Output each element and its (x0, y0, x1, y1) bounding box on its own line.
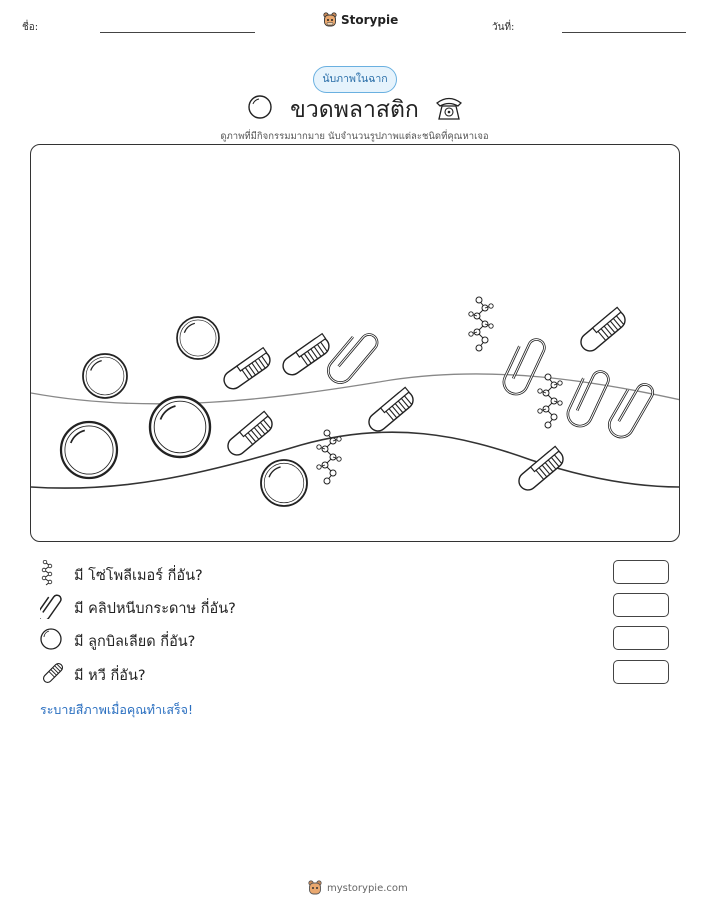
comb-3 (224, 411, 275, 458)
storypie-mascot-icon (323, 12, 337, 28)
question-marble (40, 626, 680, 652)
answer-box-paperclip[interactable] (613, 593, 669, 617)
footer-url[interactable]: mystorypie.com (327, 882, 408, 894)
paperclip-3 (564, 366, 611, 431)
comb-6 (515, 446, 566, 493)
comb-1 (221, 348, 274, 393)
footer (308, 880, 408, 896)
marble-icon (40, 626, 64, 652)
name-label: ชื่อ: (22, 22, 39, 33)
date-label: วันที่: (492, 22, 515, 33)
instructions: ดูภาพที่มีกิจกรรมมากมาย นับจำนวนรูปภาพแต่ละชนิดที่คุณหาเจอ (220, 131, 489, 142)
paperclip-1 (323, 326, 380, 387)
comb-5 (577, 307, 628, 354)
paperclip-icon (40, 593, 62, 619)
question-comb-text: มี หวี กี่อัน? (74, 668, 146, 684)
question-polymer (40, 560, 680, 586)
answer-box-polymer[interactable] (613, 560, 669, 584)
question-paperclip-text: มี คลิปหนีบกระดาษ กี่อัน? (74, 601, 236, 617)
storypie-mascot-icon (308, 880, 322, 896)
date-line[interactable] (562, 32, 686, 33)
comb-icon (40, 660, 66, 686)
marble-1 (177, 317, 219, 359)
page-title: ขวดพลาสติก (290, 97, 419, 123)
comb-2 (280, 334, 333, 379)
scene-drawing (31, 145, 680, 542)
comb-4 (365, 387, 416, 434)
marble-3 (150, 397, 210, 457)
search-scene (30, 144, 680, 542)
polymer-chain-1 (469, 297, 493, 351)
polymer-chain-2 (538, 374, 562, 428)
answer-box-marble[interactable] (613, 626, 669, 650)
brand-name: Storypie (341, 13, 399, 27)
lower-wave-line (31, 432, 680, 488)
question-marble-text: มี ลูกบิลเลียด กี่อัน? (74, 634, 196, 650)
marble-5 (261, 460, 307, 506)
question-polymer-text: มี โซ่โพลีเมอร์ กี่อัน? (74, 568, 203, 584)
activity-badge: นับภาพในฉาก (313, 66, 397, 93)
marble-2 (83, 354, 127, 398)
marble-4 (61, 422, 117, 478)
name-line[interactable] (100, 32, 255, 33)
telephone-icon (434, 94, 464, 122)
answer-box-comb[interactable] (613, 660, 669, 684)
brand-logo (323, 12, 398, 28)
polymer-icon (40, 560, 56, 586)
question-paperclip (40, 593, 680, 619)
coloring-note: ระบายสีภาพเมื่อคุณทำเสร็จ! (40, 702, 194, 717)
question-comb (40, 660, 680, 686)
